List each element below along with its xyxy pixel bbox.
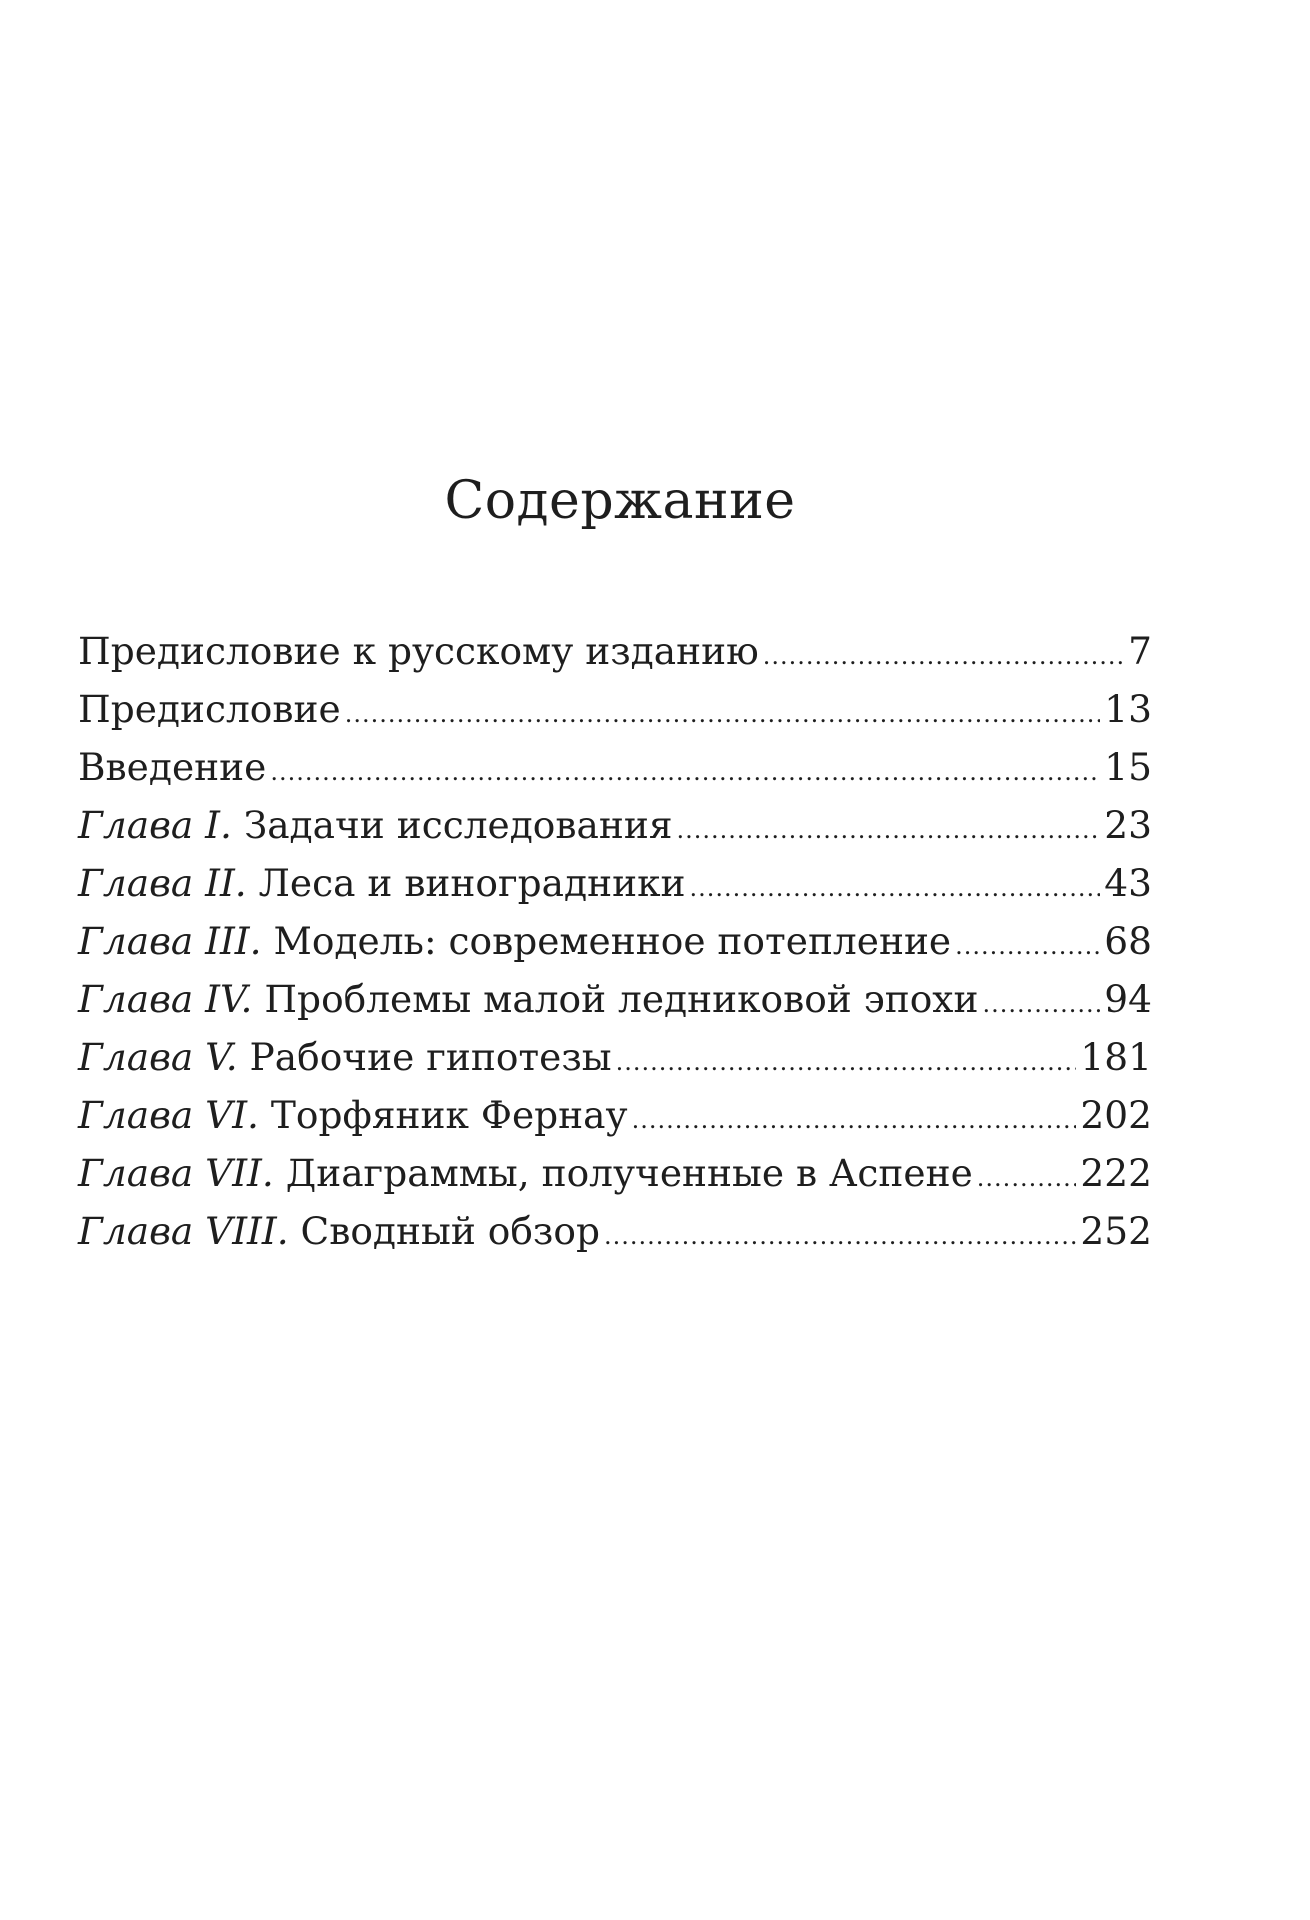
toc-entry-title: Диаграммы, полученные в Аспене [285,1151,973,1195]
toc-entry[interactable] [78,738,1152,796]
toc-entry-title: Задачи исследования [243,803,673,847]
dot-leader [955,917,1100,975]
toc-entry[interactable] [78,912,1152,970]
toc-entry-label [78,680,341,738]
chapter-number: Глава II. [78,861,247,905]
toc-entry[interactable] [78,796,1152,854]
toc-entry-title: Рабочие гипотезы [249,1035,612,1079]
toc-entry[interactable] [78,622,1152,680]
dot-leader [604,1207,1076,1265]
toc-entry-title: Предисловие к русскому изданию [78,629,759,673]
chapter-number: Глава VI. [78,1093,259,1137]
dot-leader [763,627,1124,685]
toc-entry[interactable] [78,854,1152,912]
toc-entry-page: 181 [1080,1035,1152,1079]
toc-entry-page: 43 [1104,861,1152,905]
toc-entry-page: 222 [1080,1151,1152,1195]
toc-entry-title: Проблемы малой ледниковой эпохи [264,977,979,1021]
toc-entry-label [78,622,759,680]
dot-leader [345,685,1101,743]
toc-entry-label [78,1144,973,1202]
toc-entry-page: 13 [1104,687,1152,731]
toc-entry-title: Предисловие [78,687,341,731]
toc-entry-label [78,1202,600,1260]
toc-entry-page: 23 [1104,803,1152,847]
dot-leader [690,859,1101,917]
dot-leader [982,975,1100,1033]
toc-entry[interactable] [78,970,1152,1028]
toc-entry-label [78,738,266,796]
toc-entry-label [78,796,673,854]
toc-entry-label [78,1028,612,1086]
chapter-number: Глава VIII. [78,1209,289,1253]
toc-entry-title: Сводный обзор [300,1209,600,1253]
toc-entry-page: 68 [1104,919,1152,963]
dot-leader [632,1091,1077,1149]
toc-entry-title: Введение [78,745,267,789]
toc-entry-page: 252 [1080,1209,1152,1253]
dot-leader [270,743,1100,801]
toc-entry-label [78,854,686,912]
toc-entry-page: 202 [1080,1093,1152,1137]
table-of-contents [78,622,1152,1260]
chapter-number: Глава IV. [78,977,253,1021]
toc-entry-label [78,1086,628,1144]
toc-entry-page: 15 [1104,745,1152,789]
toc-entry-label [78,970,978,1028]
toc-entry[interactable] [78,1028,1152,1086]
toc-entry-title: Торфяник Фернау [270,1093,628,1137]
toc-entry-label [78,912,951,970]
chapter-number: Глава V. [78,1035,238,1079]
dot-leader [616,1033,1077,1091]
toc-entry[interactable] [78,1202,1152,1260]
toc-entry[interactable] [78,1144,1152,1202]
toc-entry-page: 7 [1128,629,1152,673]
toc-entry-title: Леса и виноградники [258,861,686,905]
toc-entry-page: 94 [1104,977,1152,1021]
dot-leader [677,801,1101,859]
dot-leader [977,1149,1077,1207]
toc-entry[interactable] [78,1086,1152,1144]
chapter-number: Глава I. [78,803,232,847]
chapter-number: Глава VII. [78,1151,274,1195]
chapter-number: Глава III. [78,919,262,963]
toc-entry-title: Модель: современное потепление [273,919,952,963]
page-title: Содержание [444,471,796,531]
toc-entry[interactable] [78,680,1152,738]
